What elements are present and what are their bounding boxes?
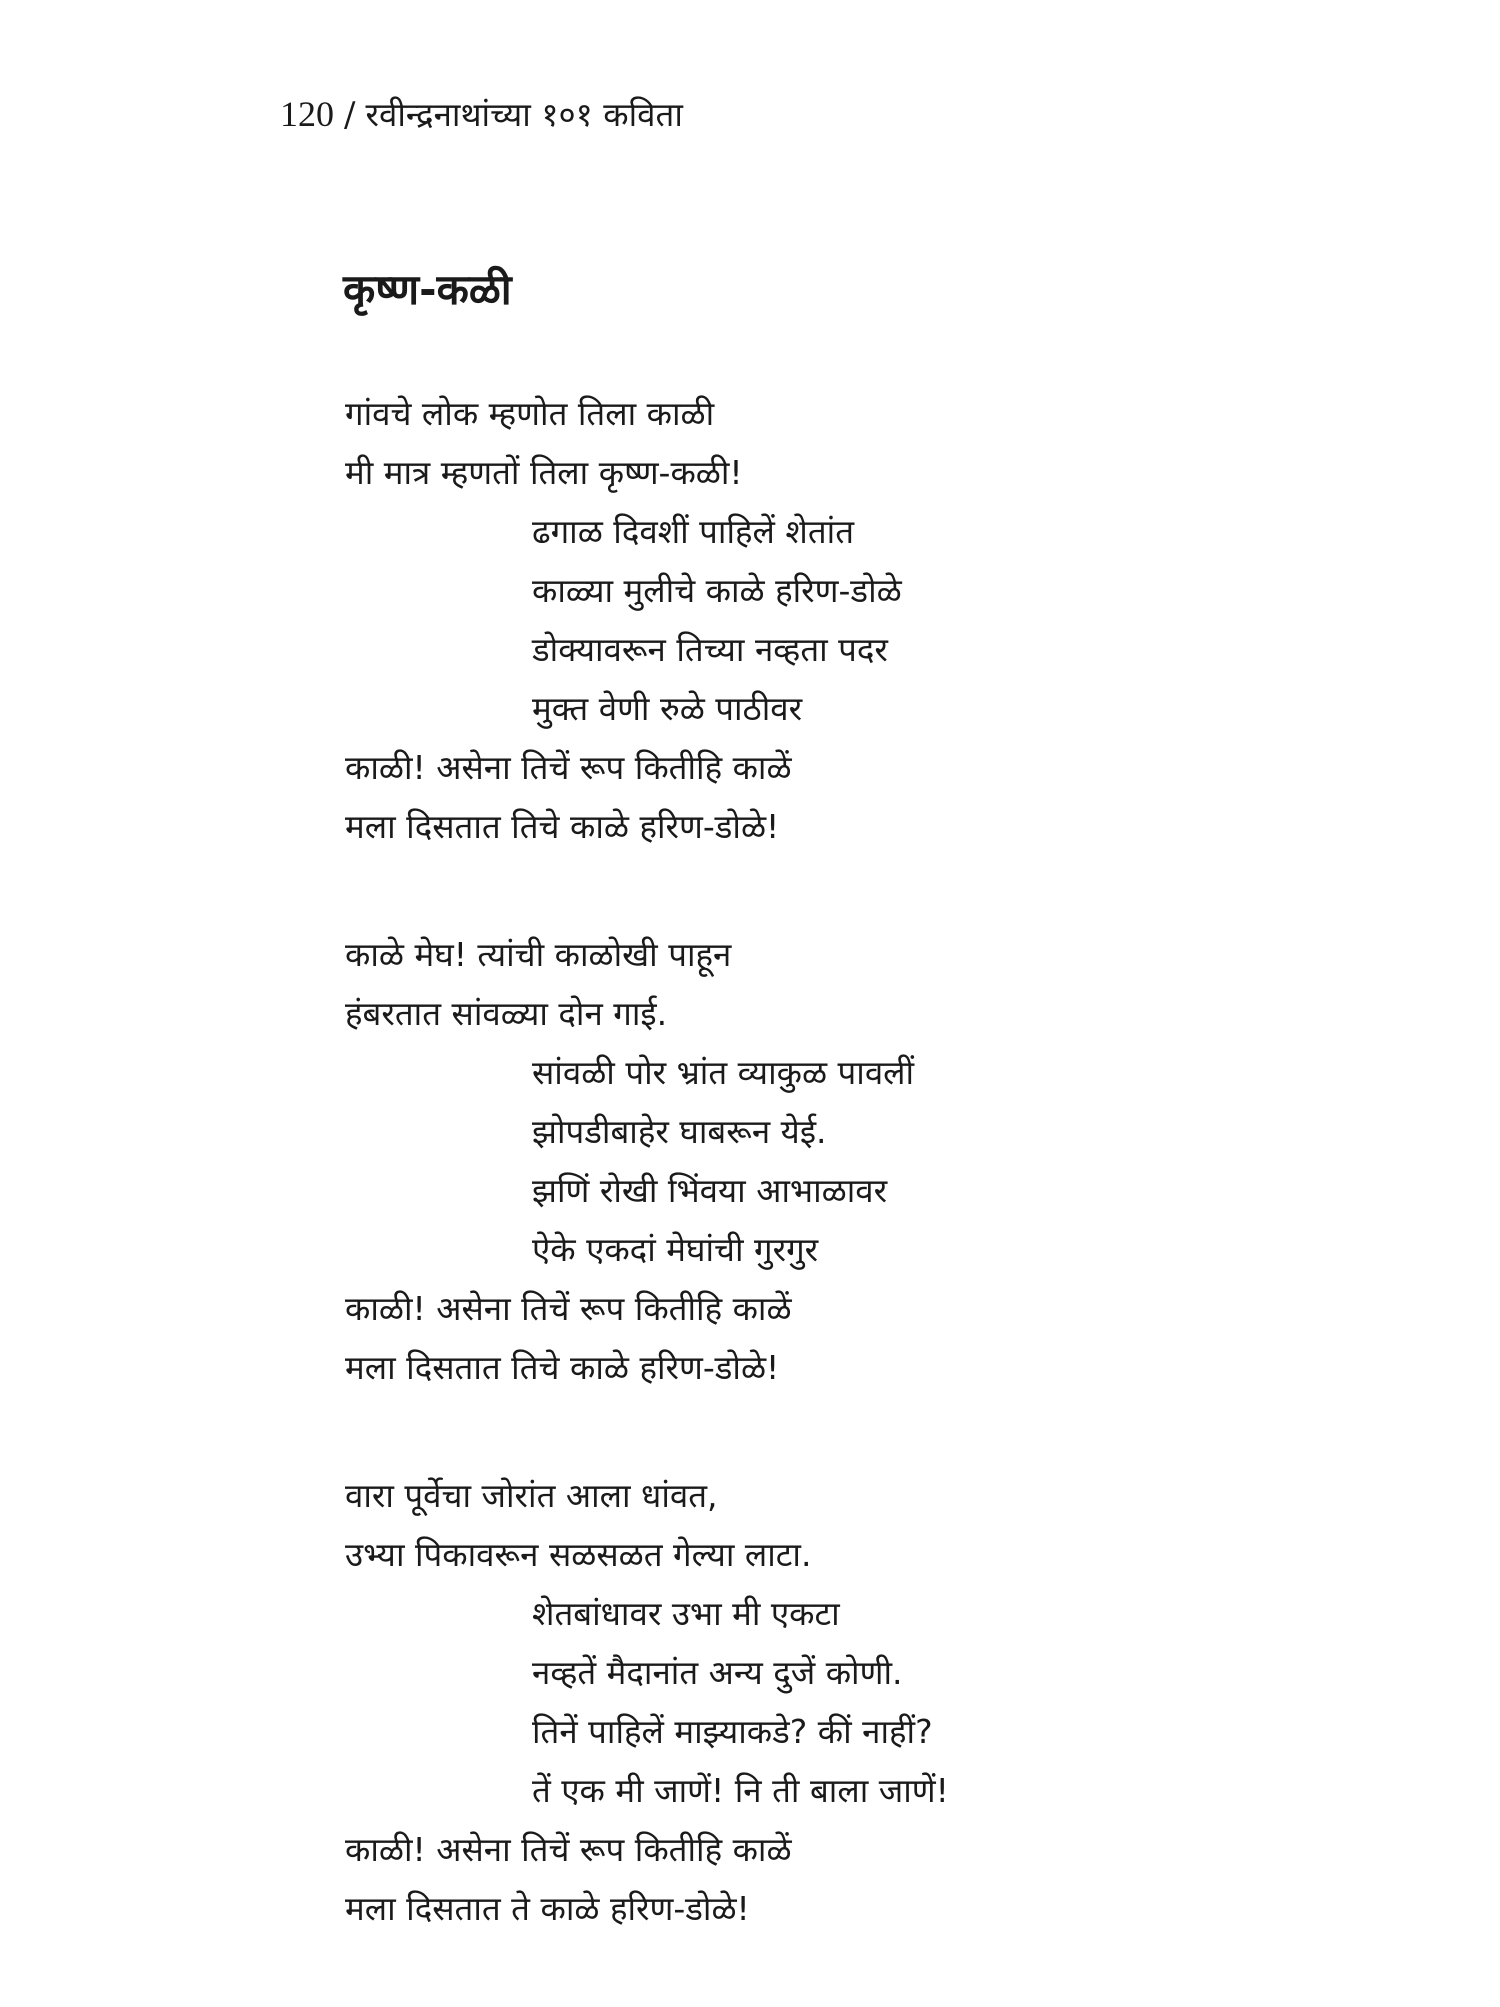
poem-line: तें एक मी जाणें! नि ती बाला जाणें! [532, 1771, 949, 1810]
poem-line: काळी! असेना तिचें रूप कितीहि काळें [345, 748, 792, 787]
poem-line: मला दिसतात ते काळे हरिण-डोळे! [345, 1889, 750, 1928]
poem-line: मी मात्र म्हणतों तिला कृष्ण-कळी! [345, 453, 743, 492]
poem-line: काळ्या मुलीचे काळे हरिण-डोळे [532, 571, 902, 610]
poem-line: ऐके एकदां मेघांची गुरगुर [532, 1230, 819, 1269]
running-head-separator: / [344, 95, 356, 135]
poem-line: ढगाळ दिवशीं पाहिलें शेतांत [532, 512, 855, 551]
poem-line: वारा पूर्वेचा जोरांत आला धांवत, [345, 1476, 718, 1515]
poem-line: मला दिसतात तिचे काळे हरिण-डोळे! [345, 807, 780, 846]
poem-line: काळी! असेना तिचें रूप कितीहि काळें [345, 1830, 792, 1869]
poem-line: मला दिसतात तिचे काळे हरिण-डोळे! [345, 1348, 780, 1387]
poem-line: मुक्त वेणी रुळे पाठीवर [532, 689, 803, 728]
poem-line: नव्हतें मैदानांत अन्य दुजें कोणी. [532, 1653, 903, 1692]
running-head [280, 92, 683, 137]
poem-line: काळी! असेना तिचें रूप कितीहि काळें [345, 1289, 792, 1328]
poem-line: झोपडीबाहेर घाबरून येई. [532, 1112, 827, 1151]
stanza [345, 1466, 1445, 1938]
page-number: 120 [280, 94, 334, 134]
poem-line: सांवळी पोर भ्रांत व्याकुळ पावलीं [532, 1053, 915, 1092]
poem-line: काळे मेघ! त्यांची काळोखी पाहून [345, 935, 732, 974]
poem-line: शेतबांधावर उभा मी एकटा [532, 1594, 840, 1633]
poem-body [345, 384, 1445, 2007]
poem-line: तिनें पाहिलें माझ्याकडे? कीं नाहीं? [532, 1712, 933, 1751]
poem-line: गांवचे लोक म्हणोत तिला काळी [345, 394, 715, 433]
poem-line: उभ्या पिकावरून सळसळत गेल्या लाटा. [345, 1535, 812, 1574]
poem-line: डोक्यावरून तिच्या नव्हता पदर [532, 630, 888, 669]
book-title: रवीन्द्रनाथांच्या १०१ कविता [365, 95, 683, 134]
poem-title: कृष्ण-कळी [343, 265, 512, 314]
poem-line: हंबरतात सांवळ्या दोन गाई. [345, 994, 668, 1033]
stanza [345, 384, 1445, 856]
stanza [345, 925, 1445, 1397]
poem-line: झणिं रोखी भिंवया आभाळावर [532, 1171, 888, 1210]
